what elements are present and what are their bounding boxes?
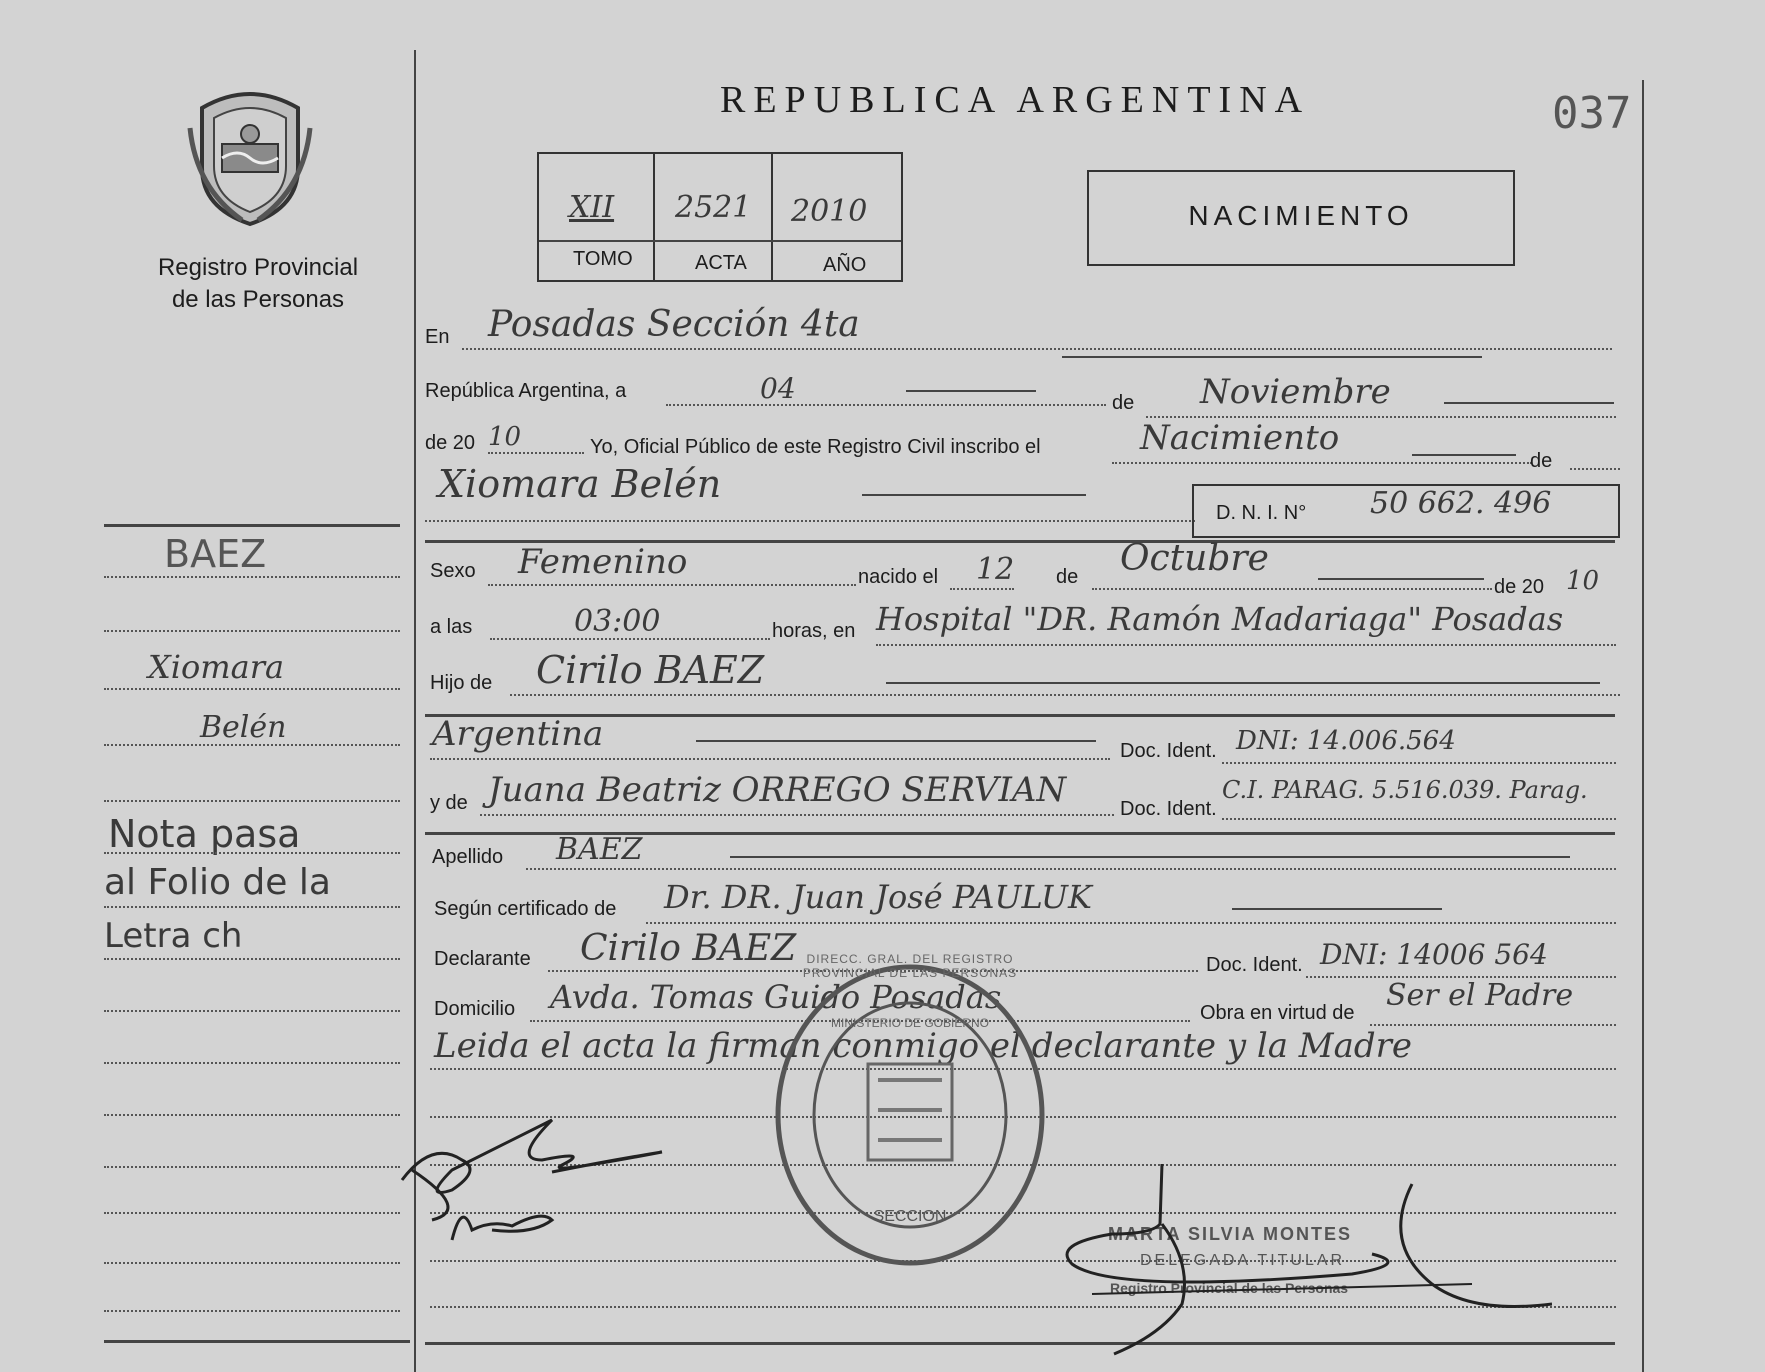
sexo-label: Sexo [430,560,476,582]
doc-ident-label3: Doc. Ident. [1206,954,1303,976]
en-value: Posadas Sección 4ta [488,304,860,345]
en-label: En [425,326,450,348]
record-box [537,152,903,282]
dni-label: D. N. I. N° [1216,502,1307,524]
margin-nota-line2: al Folio de la [104,862,331,903]
folio-number: 037 [1552,88,1632,139]
sexo-value: Femenino [518,542,688,582]
republica-label: República Argentina, a [425,380,627,402]
nacido-dia: 12 [976,552,1015,587]
de-label: de [1112,392,1135,414]
padre-nacionalidad: Argentina [432,714,604,754]
acta-value: 2521 [675,190,752,225]
dni-box [1192,484,1620,538]
de20-label: de 20 [1494,576,1545,598]
official-name: MARTA SILVIA MONTES [1108,1224,1352,1244]
margin-nombre1: Xiomara [148,648,285,686]
yo-oficial-label: Yo, Oficial Público de este Registro Civil inscribo el [590,436,1041,458]
nacido-anio: 10 [1566,566,1600,596]
anio-label: AÑO [823,254,867,276]
mes-value: Noviembre [1200,372,1391,412]
declarante-label: Declarante [434,948,531,970]
tomo-label: TOMO [573,248,633,270]
domicilio-value: Avda. Tomas Guido Posadas [550,978,1002,1016]
stamp-seccion: SECCION [873,1208,947,1225]
nombre-value: Xiomara Belén [438,462,722,506]
a-las-label: a las [430,616,473,638]
official-signature [1052,1164,1552,1364]
registry-stamp [770,952,1050,1270]
margin-nota-line3: Letra ch [104,916,243,956]
obra-value: Ser el Padre [1386,978,1574,1013]
official-office: Registro Provincial de las Personas [1110,1280,1349,1296]
hijo-de-label: Hijo de [430,672,493,694]
doc-ident-label: Doc. Ident. [1120,740,1217,762]
padre-doc: DNI: 14.006.564 [1236,726,1456,756]
apellido-value: BAEZ [556,832,643,867]
de2010-label: de 20 [425,432,476,454]
madre-doc: C.I. PARAG. 5.516.039. Parag. [1222,776,1588,804]
dni-value: 50 662. 496 [1370,486,1552,521]
declarant-signature [392,1100,722,1250]
y-de-label: y de [430,792,468,814]
tomo-value: XII [569,190,615,225]
madre-value: Juana Beatriz ORREGO SERVIAN [488,770,1067,810]
de-label3: de [1056,566,1079,588]
horas-en-label: horas, en [772,620,856,642]
country-title: REPUBLICA ARGENTINA [720,79,1311,121]
stamp-inner-text: MINISTERIO DE GOBIERNO [830,1016,989,1030]
provincial-seal-icon [182,88,318,228]
margin-nota-line1: Nota pasa [108,812,301,856]
act-type: NACIMIENTO [1188,200,1414,231]
domicilio-label: Domicilio [434,998,516,1020]
margin-apellido: BAEZ [164,532,267,576]
nacido-mes: Octubre [1120,538,1269,579]
act-type-box [1087,170,1515,266]
registry-name-line1: Registro Provincial [157,254,359,281]
nacido-label: nacido el [858,566,939,588]
doc-ident-label2: Doc. Ident. [1120,798,1217,820]
segun-label: Según certificado de [434,898,617,920]
anio-value: 2010 [791,194,868,229]
anio-suffix: 10 [488,422,522,452]
segun-value: Dr. DR. Juan José PAULUK [664,878,1092,916]
obra-label: Obra en virtud de [1200,1002,1355,1024]
padre-value: Cirilo BAEZ [536,648,765,692]
hora-value: 03:00 [574,604,661,639]
acta-label: ACTA [695,252,747,274]
dia-value: 04 [760,372,796,405]
apellido-label: Apellido [432,846,504,868]
lugar-value: Hospital "DR. Ramón Madariaga" Posadas [876,600,1564,638]
right-border [1642,80,1644,1372]
official-title: DELEGADA TITULAR [1140,1252,1346,1269]
stamp-ring-text: DIRECC. GRAL. DEL REGISTRO PROVINCIAL DE LAS PERSONAS [802,952,1018,980]
declarante-value: Cirilo BAEZ [580,928,797,969]
leida-value: Leida el acta la firman conmigo el declarante y la Madre [434,1026,1413,1066]
registry-name-line2: de las Personas [171,286,345,313]
declarante-doc: DNI: 14006 564 [1320,938,1548,971]
inscribo-value: Nacimiento [1140,418,1340,458]
margin-nombre2: Belén [200,710,287,745]
de-label2: de [1530,450,1553,472]
